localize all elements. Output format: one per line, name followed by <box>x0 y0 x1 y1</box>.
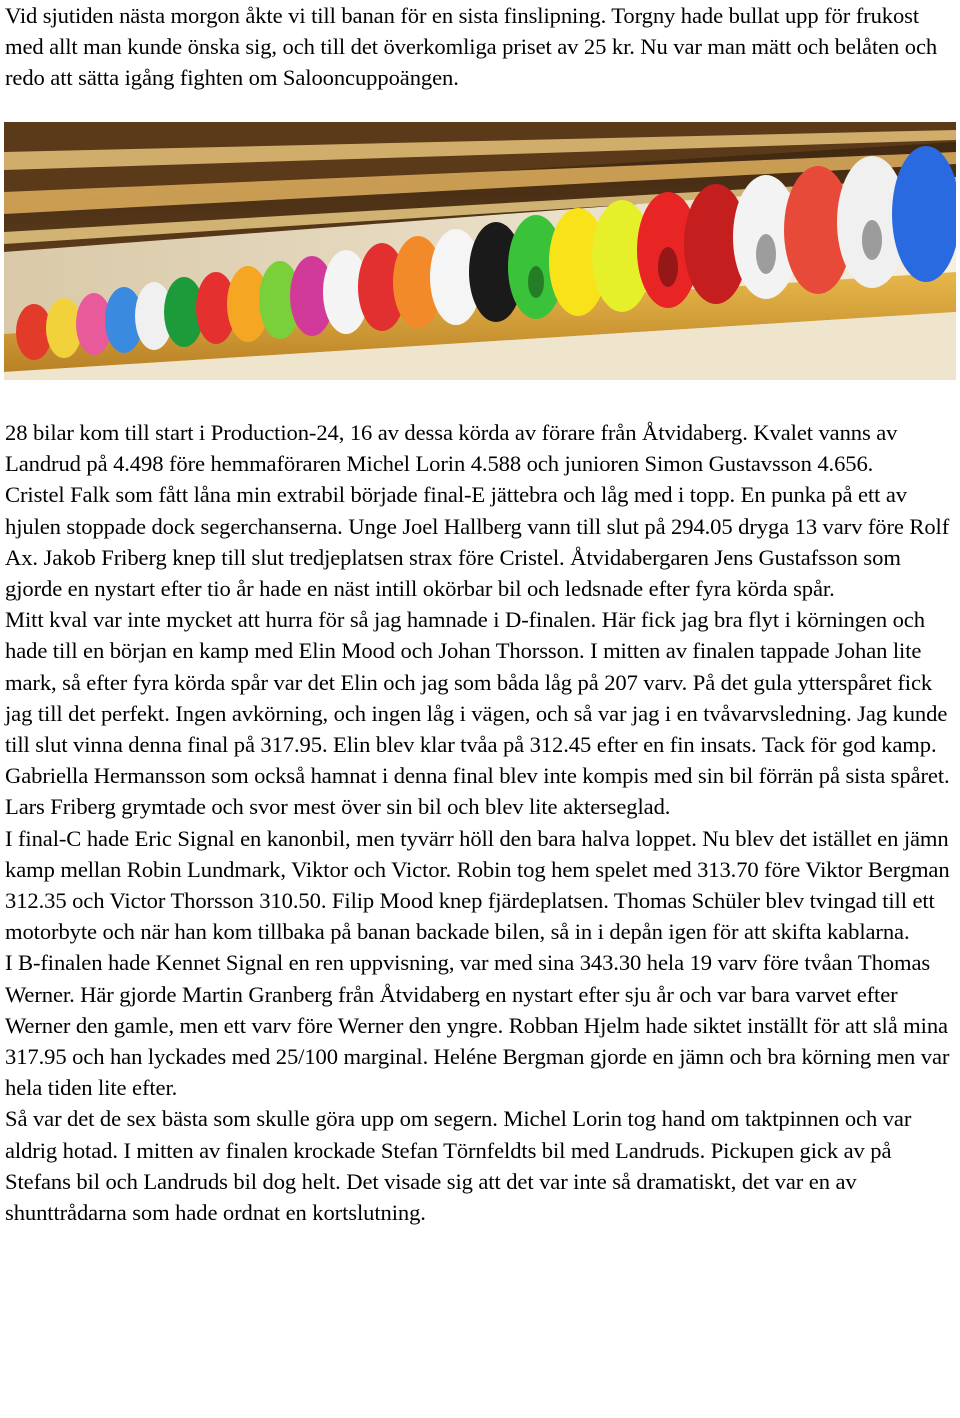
paragraph-final-c: I final-C hade Eric Signal en kanonbil, men tyvärr höll den bara halva loppet. Nu blev det istället en jämn kamp mellan Robin Lundmark, Viktor och Victor. Robin tog hem spelet med 313.70 före Viktor Bergman 312.35 och Victor Thorsson 310.50. Filip Mood knep fjärdeplatsen. Thomas Schüler blev tvingad till ett motorbyte och när han kom tillbaka på banan backade bilen, så in i depån igen för att skifta kablarna. <box>5 825 950 945</box>
paragraph-final-b: I B-finalen hade Kennet Signal en ren uppvisning, var med sina 343.30 hela 19 varv före tvåan Thomas Werner. Här gjorde Martin Granberg från Åtvidaberg en nystart efter sju år och var bara varvet efter Werner den gamle, men ett varv före Werner den yngre. Robban Hjelm hade siktet inställt för att slå mina 317.95 och han lyckades med 25/100 marginal. Heléne Bergman gjorde en jämn och bra körning men var hela tiden lite efter. <box>5 950 950 1101</box>
intro-paragraph: Vid sjutiden nästa morgon åkte vi till banan för en sista finslipning. Torgny hade bullat upp för frukost med allt man kunde önska sig, och till det överkomliga priset av 25 kr. Nu var man mätt och belåten och redo att sätta igång fighten om Salooncuppoängen. <box>5 3 938 91</box>
paragraph-final-d: Mitt kval var inte mycket att hurra för så jag hamnade i D-finalen. Här fick jag bra flyt i körningen och hade till en början en kamp med Elin Mood och Johan Thorsson. I mitten av finalen tappade Johan lite mark, så efter fyra körda spår var det Elin och jag som båda låg på 207 varv. På det gula ytterspåret fick jag till det perfekt. Ingen avkörning, och ingen låg i vägen, och så var jag i en tvåvarvsledning. Jag kunde till slut vinna denna final på 317.95. Elin blev klar tvåa på 312.45 efter en fin insats. Tack för god kamp. Gabriella Hermansson som också hamnat i denna final blev inte kompis med sin bil förrän på sista spåret. Lars Friberg grymtade och svor mest över sin bil och blev lite akterseglad. <box>5 607 950 820</box>
paragraph-final-a: Så var det de sex bästa som skulle göra upp om segern. Michel Lorin tog hand om taktpinnen och var aldrig hotad. I mitten av finalen krockade Stefan Törnfeldts bil med Landruds. Pickupen gick av på Stefans bil och Landruds bil dog helt. Det visade sig att det var inte så dramatiskt, det var en av shunttrådarna som hade ordnat en kortslutning. <box>5 1106 912 1226</box>
race-cars-photo <box>4 122 956 380</box>
article-body <box>0 417 957 1228</box>
paragraph-final-e: Cristel Falk som fått låna min extrabil började final-E jättebra och låg med i topp. En punka på ett av hjulen stoppade dock segerchanserna. Unge Joel Hallberg vann till slut på 294.05 dryga 13 varv före Rolf Ax. Jakob Friberg knep till slut tredjeplatsen strax före Cristel. Åtvidabergaren Jens Gustafsson som gjorde en nystart efter tio år hade en näst intill okörbar bil och ledsnade efter fyra körda spår. <box>5 482 950 602</box>
paragraph-production-24: 28 bilar kom till start i Production-24, 16 av dessa körda av förare från Åtvidaberg. Kvalet vanns av Landrud på 4.498 före hemmaföraren Michel Lorin 4.588 och junioren Simon Gustavsson 4.656. <box>5 420 898 477</box>
